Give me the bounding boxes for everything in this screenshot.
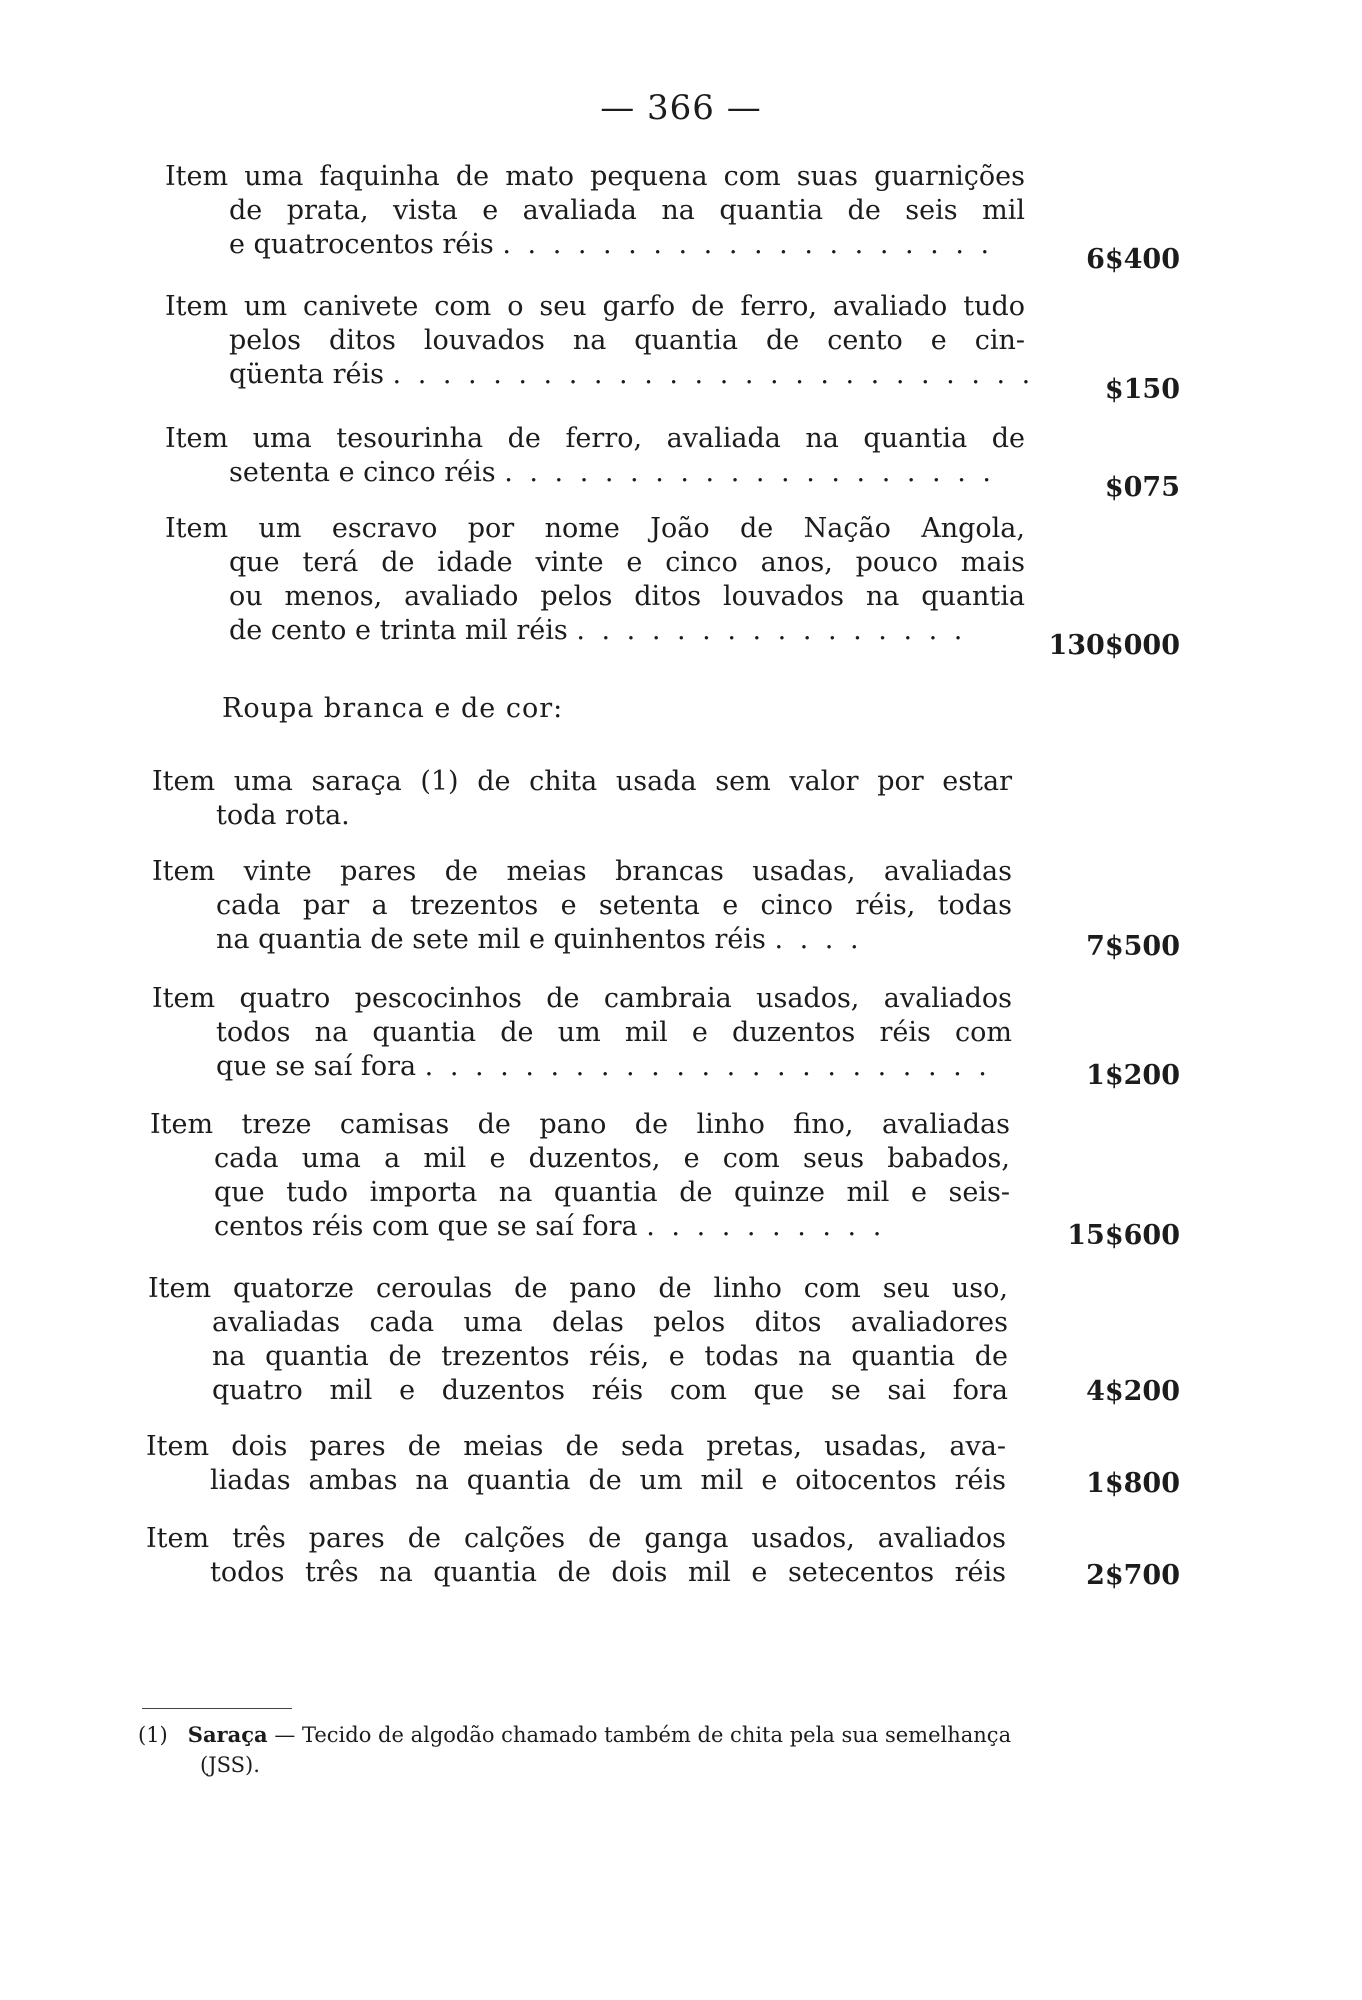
entry-line: centos réis com que se saí fora: [214, 1211, 638, 1242]
entry-line: Item uma saraça (1) de chita usada sem valor por estar: [152, 766, 1012, 797]
entry-line: Item dois pares de meias de seda pretas, usadas, ava-: [146, 1431, 1006, 1462]
entry-line: Item um canivete com o seu garfo de ferro, avaliado tudo: [165, 291, 1025, 322]
amount: $075: [1104, 472, 1180, 503]
entry-line: Item três pares de calções de ganga usados, avaliados: [146, 1523, 1006, 1554]
entry-line: pelos ditos louvados na quantia de cento e cin-: [229, 325, 1025, 356]
amount: 7$500: [1086, 931, 1180, 962]
entry-line: e quatrocentos réis: [229, 229, 494, 260]
footnote-continuation: (JSS).: [200, 1753, 260, 1777]
footnote-term: Saraça: [187, 1722, 268, 1747]
entry-line: todos na quantia de um mil e duzentos réis com: [216, 1017, 1012, 1048]
entry-line: que tudo importa na quantia de quinze mil e seis-: [214, 1177, 1010, 1208]
leader-dots: . . . . . . . . . .: [646, 1211, 886, 1242]
entry-line: toda rota.: [216, 800, 350, 831]
amount: 4$200: [1086, 1376, 1180, 1407]
entry-line: Item um escravo por nome João de Nação Angola,: [165, 513, 1025, 544]
leader-dots: . . . . . . . . . . . . . . . . . . . .: [502, 229, 994, 260]
entry-line: todos três na quantia de dois mil e setecentos réis: [210, 1557, 1006, 1588]
footnote-rule: [142, 1708, 292, 1709]
footnote-marker: (1): [138, 1723, 168, 1747]
entry-line: na quantia de trezentos réis, e todas na quantia de: [212, 1341, 1008, 1372]
entry-line: de cento e trinta mil réis: [229, 615, 568, 646]
entry-line: de prata, vista e avaliada na quantia de seis mil: [229, 195, 1025, 226]
entry-line: na quantia de sete mil e quinhentos réis: [216, 924, 766, 955]
amount: 1$800: [1086, 1468, 1180, 1499]
leader-dots: . . . . . . . . . . . . . . . . . . . . . . . . . .: [392, 359, 1035, 390]
entry-line: Item uma tesourinha de ferro, avaliada na quantia de: [165, 423, 1025, 454]
section-heading: Roupa branca e de cor:: [222, 693, 564, 724]
amount: $150: [1104, 374, 1180, 405]
page-number: — 366 —: [600, 88, 762, 128]
entry-line: que se saí fora: [216, 1051, 417, 1082]
entry-line: Item uma faquinha de mato pequena com suas guarnições: [165, 161, 1025, 192]
entry-line: quatro mil e duzentos réis com que se sai fora: [212, 1375, 1008, 1406]
leader-dots: . . . . . . . . . . . . . . . .: [576, 615, 967, 646]
entry-line: avaliadas cada uma delas pelos ditos avaliadores: [212, 1307, 1008, 1338]
footnote: [138, 1720, 1158, 1780]
amount: 2$700: [1086, 1560, 1180, 1591]
entry-line: ou menos, avaliado pelos ditos louvados na quantia: [229, 581, 1025, 612]
leader-dots: . . . . . . . . . . . . . . . . . . . .: [504, 457, 995, 488]
amount: 1$200: [1086, 1060, 1180, 1091]
entry-line: que terá de idade vinte e cinco anos, pouco mais: [229, 547, 1025, 578]
leader-dots: . . . . . . . . . . . . . . . . . . . . . . .: [424, 1051, 991, 1082]
entry-line: Item treze camisas de pano de linho fino, avaliadas: [150, 1109, 1010, 1140]
amount: 6$400: [1086, 244, 1180, 275]
leader-dots: . . . .: [774, 924, 863, 955]
entry-line: cada uma a mil e duzentos, e com seus babados,: [214, 1143, 1010, 1174]
footnote-text: — Tecido de algodão chamado também de chita pela sua semelhança: [274, 1723, 1012, 1747]
entry-line: Item vinte pares de meias brancas usadas, avaliadas: [152, 856, 1012, 887]
entry-line: liadas ambas na quantia de um mil e oitocentos réis: [210, 1465, 1006, 1496]
entry-line: Item quatorze ceroulas de pano de linho com seu uso,: [148, 1273, 1008, 1304]
amount: 130$000: [1048, 630, 1180, 661]
entry-line: cada par a trezentos e setenta e cinco réis, todas: [216, 890, 1012, 921]
entry-line: Item quatro pescocinhos de cambraia usados, avaliados: [152, 983, 1012, 1014]
amount: 15$600: [1067, 1220, 1180, 1251]
entry-line: qüenta réis: [229, 359, 384, 390]
entry-line: setenta e cinco réis: [229, 457, 496, 488]
